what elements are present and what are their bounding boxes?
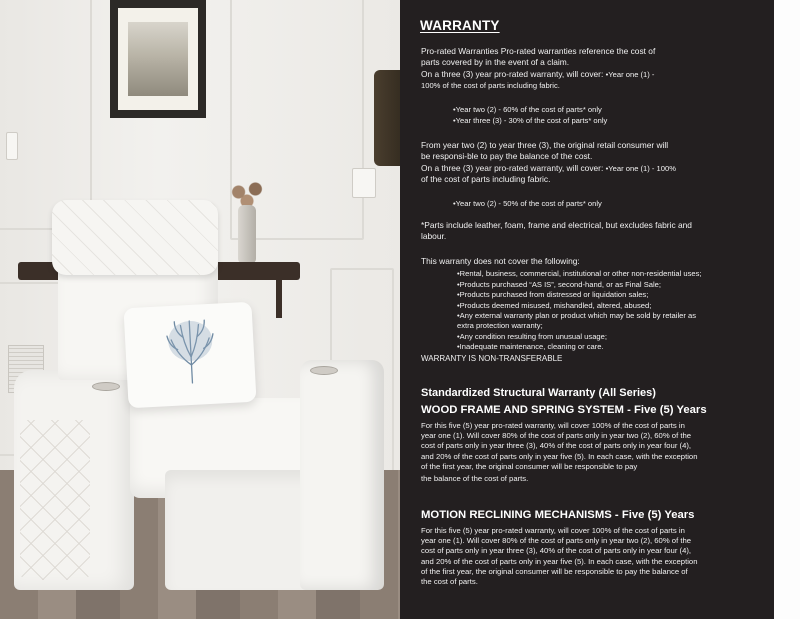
wood-frame-text: [421, 421, 771, 484]
chair-right-arm: [300, 360, 384, 590]
exclusion-item: •Any condition resulting from unusual usage;: [457, 331, 607, 341]
text-line: For this five (5) year pro-rated warranty, will cover 100% of the cost of parts in: [421, 421, 685, 430]
exclusion-item: •Inadequate maintenance, cleaning or care.: [457, 342, 604, 352]
exclusion-item: •Any external warranty plan or product which may be sold by retailer as: [457, 311, 697, 321]
text-line: year one (1). Will cover 80% of the cost of parts only in year two (2), 60% of the: [421, 431, 692, 441]
text-line: parts covered by in the event of a claim.: [421, 57, 570, 68]
text-line: Pro-rated Warranties Pro-rated warranties reference the cost of: [421, 46, 656, 56]
chair-headrest: [52, 200, 218, 275]
text-line: cost of parts only in year three (3), 40% of the cost of parts only in year four (4),: [421, 441, 692, 451]
motion-text: [421, 526, 771, 587]
exclusion-item: extra protection warranty;: [457, 321, 543, 331]
exclusion-list: [421, 269, 771, 352]
exclusion-item: •Products purchased from distressed or liquidation sales;: [457, 290, 649, 300]
text-span: On a three (3) year pro-rated warranty, will cover:: [421, 68, 604, 79]
lamp-shade: [374, 70, 400, 166]
list-item: •Year two (2) - 60% of the cost of parts* only: [453, 104, 602, 114]
wood-frame-heading: WOOD FRAME AND SPRING SYSTEM - Five (5) Years: [421, 404, 707, 416]
text-line: of the cost of parts including fabric.: [421, 174, 551, 185]
text-line: the balance of the cost of parts.: [421, 474, 529, 484]
text-line: *Parts include leather, foam, frame and electrical, but excludes fabric and: [421, 220, 692, 230]
structural-heading: Standardized Structural Warranty (All Series): [421, 387, 656, 399]
text-line: [421, 163, 771, 174]
text-line: and 20% of the cost of parts only in year five (5). In each case, with the exception: [421, 556, 698, 566]
parts-note: [421, 220, 771, 243]
chair-quilting: [20, 420, 90, 580]
light-switch: [352, 168, 376, 198]
list-item: •Year three (3) - 30% of the cost of parts* only: [453, 116, 608, 126]
text-line: of the first year, the original consumer will be responsible to pay the balance of: [421, 566, 688, 576]
text-line: the cost of parts.: [421, 577, 478, 587]
decorative-pillow: [123, 302, 256, 409]
text-line: cost of parts only in year three (3), 40% of the cost of parts only in year four (4),: [421, 546, 692, 556]
cup-holder: [92, 382, 120, 391]
text-line: This warranty does not cover the following:: [421, 256, 580, 266]
text-line: and 20% of the cost of parts only in year five (5). In each case, with the exception: [421, 451, 698, 461]
motion-heading: MOTION RECLINING MECHANISMS - Five (5) Years: [421, 509, 695, 521]
wall-picture-frame: [110, 0, 206, 118]
text-line: labour.: [421, 231, 447, 242]
non-transferable-note: WARRANTY IS NON-TRANSFERABLE: [421, 353, 563, 363]
side-table-leg: [276, 278, 282, 318]
exclusions-block: [421, 256, 771, 364]
text-line: year one (1). Will cover 80% of the cost of parts only in year two (2), 60% of the: [421, 536, 692, 546]
wall-molding: [0, 0, 92, 230]
exclusion-item: •Products deemed misused, mishandled, altered, abused;: [457, 300, 652, 310]
exclusion-item: •Rental, business, commercial, institutional or other non-residential uses;: [457, 269, 702, 279]
text-line: of the first year, the original consumer will be responsible to pay: [421, 461, 638, 471]
warranty-title: WARRANTY: [420, 18, 500, 33]
prorated-block-2: [421, 140, 771, 209]
coral-print-icon: [162, 314, 220, 387]
text-span: •Year one (1) -: [605, 69, 655, 79]
vase: [238, 205, 256, 263]
text-line: [421, 69, 771, 80]
list-item: •Year two (2) - 50% of the cost of parts* only: [453, 198, 602, 208]
text-line: be responsi-ble to pay the balance of the cost.: [421, 151, 593, 162]
text-line: For this five (5) year pro-rated warranty, will cover 100% of the cost of parts in: [421, 526, 685, 535]
page-edge: [774, 0, 800, 619]
text-line: 100% of the cost of parts including fabric.: [421, 81, 560, 91]
text-span: On a three (3) year pro-rated warranty, will cover:: [421, 162, 604, 173]
cup-holder: [310, 366, 338, 375]
prorated-block-1: [421, 46, 771, 126]
text-line: From year two (2) to year three (3), the original retail consumer will: [421, 140, 669, 150]
text-span: •Year one (1) - 100%: [605, 163, 676, 173]
exclusion-item: •Products purchased “AS IS”, second-hand, or as Final Sale;: [457, 279, 661, 289]
light-switch: [6, 132, 18, 160]
